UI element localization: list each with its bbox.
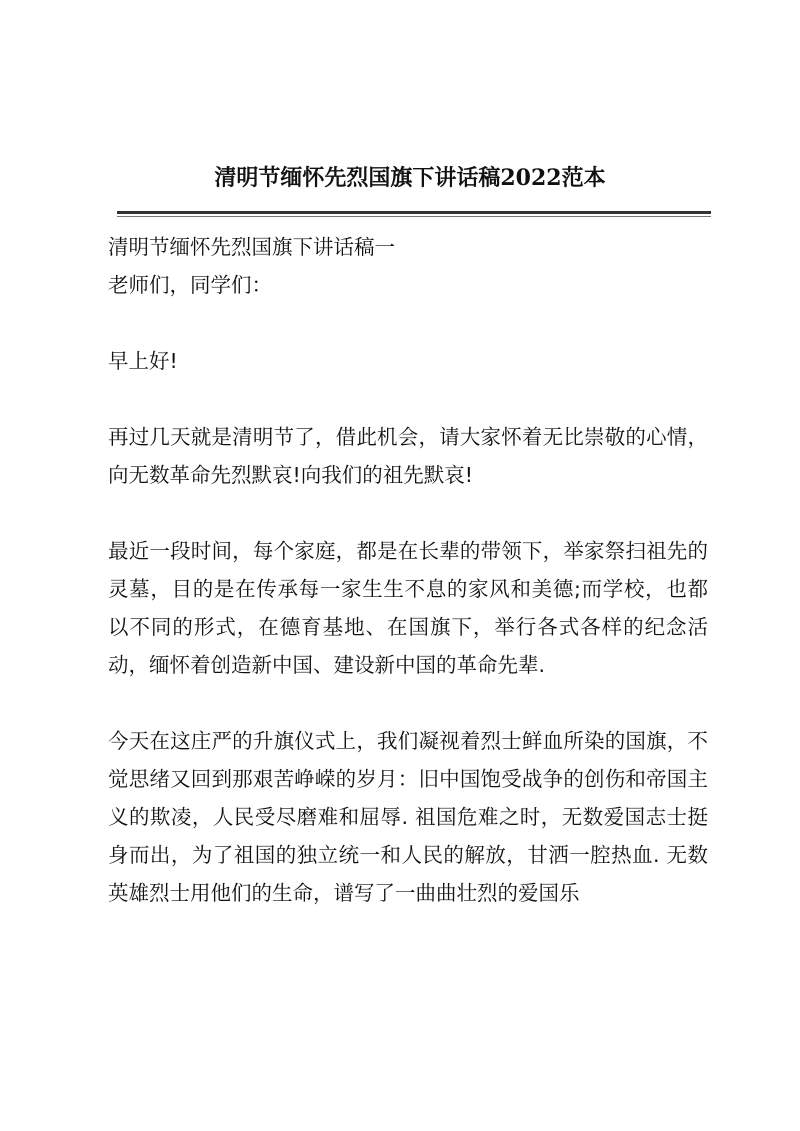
greeting: 早上好!: [108, 349, 178, 373]
document-body: [108, 228, 708, 912]
body-paragraph-2: 最近一段时间，每个家庭，都是在长辈的带领下，举家祭扫祖先的灵墓，目的是在传承每一家生生不息的家风和美德;而学校，也都以不同的形式，在德育基地、在国旗下，举行各式各样的纪念活动，缅怀着创造新中国、建设新中国的革命先辈.: [108, 539, 708, 677]
title-divider: [117, 211, 711, 214]
body-paragraph-1: 再过几天就是清明节了，借此机会，请大家怀着无比崇敬的心情，向无数革命先烈默哀!向我们的祖先默哀!: [108, 425, 708, 487]
document-title: 清明节缅怀先烈国旗下讲话稿2022范本: [214, 165, 606, 191]
paragraph-gap: [108, 494, 708, 532]
salutation: 老师们，同学们：: [108, 273, 272, 297]
paragraph-gap: [108, 304, 708, 342]
paragraph-gap: [108, 684, 708, 722]
section-heading: 清明节缅怀先烈国旗下讲话稿一: [108, 235, 395, 259]
body-paragraph-3: 今天在这庄严的升旗仪式上，我们凝视着烈士鲜血所染的国旗，不觉思绪又回到那艰苦峥嵘的岁月：旧中国饱受战争的创伤和帝国主义的欺凌，人民受尽磨难和屈辱. 祖国危难之时，无数爱国志士挺身而出，为了祖国的独立统一和人民的解放，甘洒一腔热血. 无数英雄烈士用他们的生命，谱写了一曲曲壮烈的爱国乐: [108, 729, 708, 905]
title-divider-thin: [117, 216, 711, 217]
paragraph-gap: [108, 380, 708, 418]
